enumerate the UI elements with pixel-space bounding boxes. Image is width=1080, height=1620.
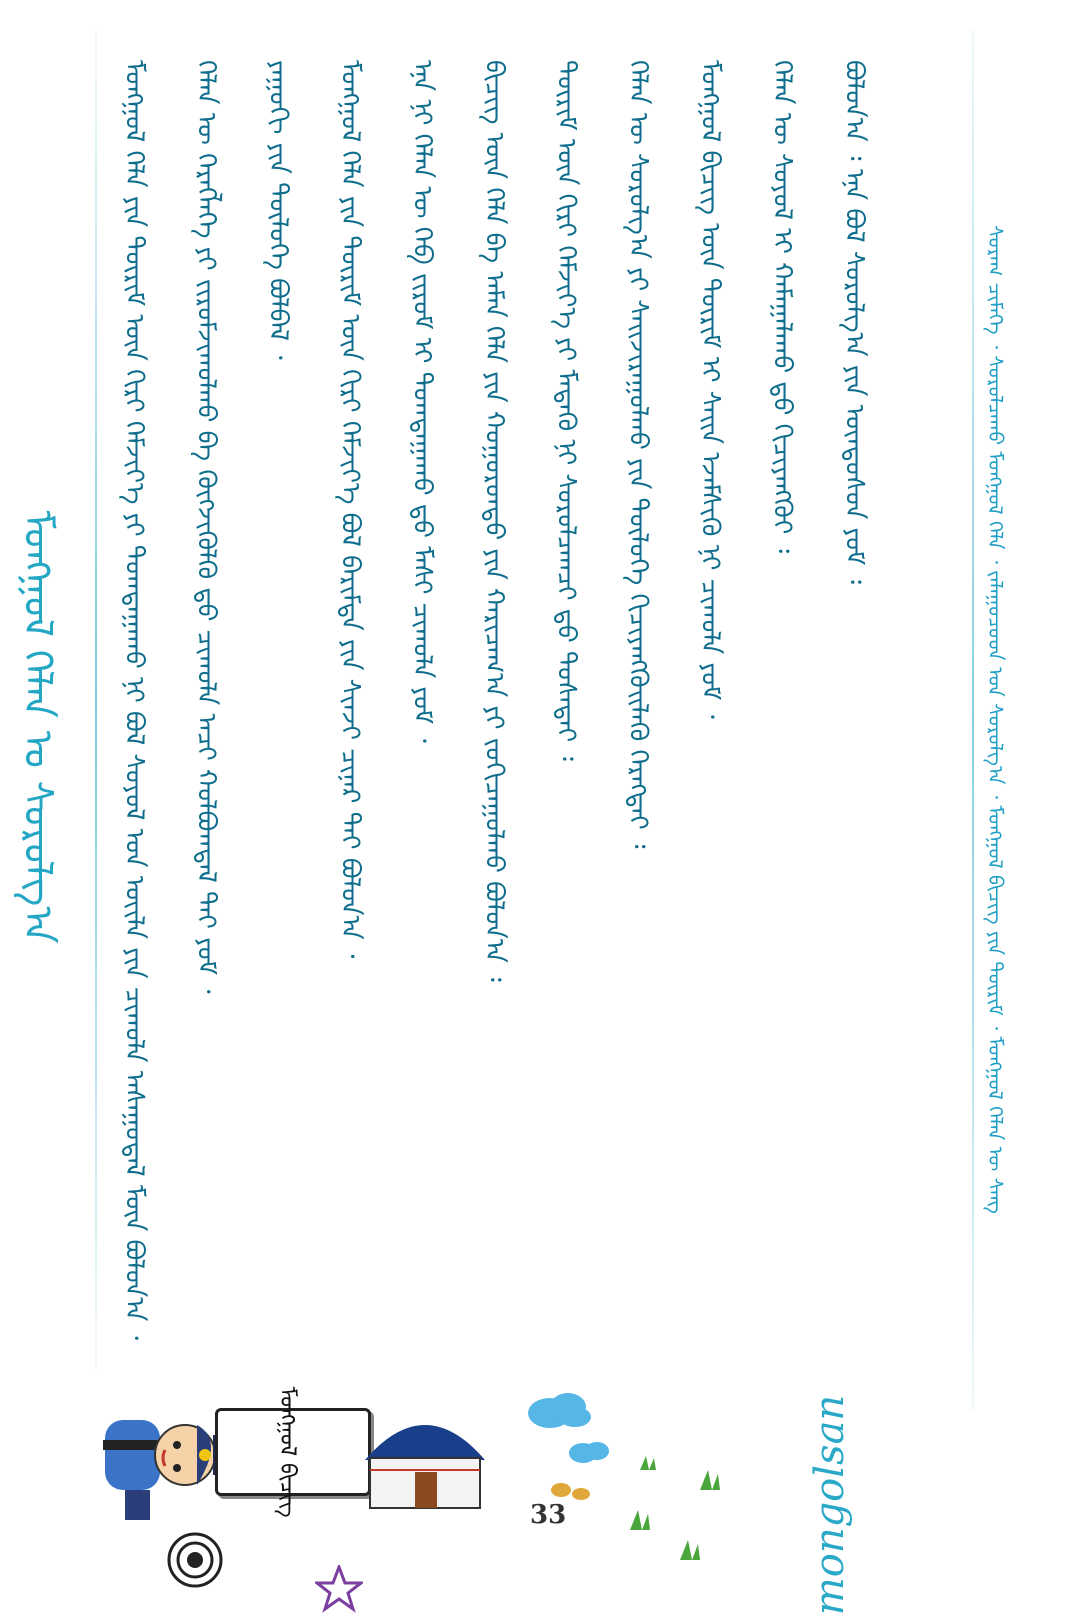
small-cloud-icon — [565, 1435, 615, 1469]
source-citation — [975, 225, 1025, 1405]
bottom-illustration — [95, 1380, 975, 1620]
text-line: ᠳᠦᠷᠢᠮ ᠦᠨ ᠬᠢᠷᠢ ᠬᠡᠮᠵᠢᠶ᠎ᠡ ᠶᠢ ᠮᠡᠳᠡᠬᠦ ᠨᠢ ᠰᠤᠷᠤᠯᠴᠠᠭᠴᠢ ᠳ᠋ᠤ ᠲᠤᠰᠠᠲᠠᠢ ᠄ — [551, 60, 581, 761]
brand-logo — [750, 1394, 910, 1616]
yurt-icon — [355, 1400, 495, 1520]
swirl-icon — [165, 1530, 225, 1590]
body-text — [110, 60, 960, 1380]
police-character-icon — [95, 1380, 235, 1530]
text-line: ᠮᠣᠩᠭᠣᠯ ᠬᠡᠯᠡ ᠶᠢᠨ ᠳᠦᠷᠢᠮ ᠦᠨ ᠬᠢᠷᠢ ᠬᠡᠮᠵᠢᠶ᠎ᠡ ᠶᠢ ᠲᠣᠭᠲᠠᠭᠠᠬᠤ ᠨᠢ ᠪᠣᠯ ᠰᠣᠶᠣᠯ ᠤᠨ ᠦᠢᠯᠡ ᠶᠢᠨ ᠴᠢᠬᠤᠯᠠ ᠠᠰᠠᠭᠤᠳᠠᠯ ᠮᠥᠨ ᠪᠣᠯᠤᠨ᠎ᠠ ᠂ — [119, 60, 149, 1341]
text-column-4 — [326, 60, 388, 1380]
source-text: ᠰᠤᠷᠠᠭ ᠴᠢᠮᠡᠭᠡ ᠂ ᠰᠤᠷᠤᠯᠴᠠᠬᠤ ᠮᠣᠩᠭᠣᠯ ᠬᠡᠯᠡ ᠂ ᠵᠠᠯᠠᠭᠤᠴᠤᠳ ᠤᠨ ᠰᠤᠷᠤᠯᠭ᠎ᠠ ᠂ ᠮᠣᠩᠭᠣᠯ ᠪᠢᠴᠢᠭ ᠶᠢᠨ ᠳᠦᠷᠢᠮ ᠂ ᠮᠣᠩᠭᠣᠯ ᠬᠡᠯᠡᠨ ᠦ ᠰᠠᠩ — [983, 225, 1008, 1214]
text-column-8 — [614, 60, 676, 1380]
text-line: ᠮᠣᠩᠭᠣᠯ ᠪᠢᠴᠢᠭ ᠦᠨ ᠳᠦᠷᠢᠮ ᠢ ᠰᠠᠢᠨ ᠡᠵᠡᠮᠰᠢᠬᠦ ᠨᠢ ᠴᠢᠬᠤᠯᠠ ᠶᠤᠮ ᠂ — [695, 60, 725, 719]
page-number: 33 — [530, 1500, 567, 1530]
grass-icon — [620, 1450, 750, 1580]
text-column-10 — [758, 60, 820, 1380]
right-frame-line — [972, 30, 974, 1410]
left-frame-line — [95, 30, 97, 1370]
text-column-11 — [830, 60, 892, 1380]
text-line: ᠬᠡᠯᠡᠨ ᠦ ᠬᠡᠷᠡᠭᠯᠡᠭᠡ ᠶᠢ ᠵᠢᠷᠤᠮᠵᠢᠬᠤᠯᠬᠤ ᠪᠠ ᠬᠥᠭᠵᠢᠭᠦᠯᠬᠦ ᠳ᠋ᠤ ᠴᠢᠬᠤᠯᠠ ᠠᠴᠢ ᠬᠣᠯᠪᠣᠭᠳᠠᠯ ᠲᠠᠢ ᠶᠤᠮ ᠂ — [191, 60, 221, 994]
text-line: ᠡᠨᠡ ᠨᠢ ᠬᠡᠯᠡᠨ ᠦ ᠬᠡᠪ ᠵᠢᠷᠤᠮ ᠢ ᠲᠣᠭᠲᠠᠭᠠᠬᠤ ᠳ᠋ᠤ ᠮᠠᠰᠢ ᠴᠢᠬᠤᠯᠠ ᠶᠤᠮ ᠂ — [407, 60, 437, 743]
star-icon — [315, 1565, 363, 1613]
running-title — [0, 492, 96, 962]
text-column-3 — [254, 60, 316, 1380]
text-column-2 — [182, 60, 244, 1380]
text-line: ᠮᠣᠩᠭᠣᠯ ᠬᠡᠯᠡ ᠶᠢᠨ ᠳᠦᠷᠢᠮ ᠦᠨ ᠬᠢᠷᠢ ᠬᠡᠮᠵᠢᠶ᠎ᠡ ᠪᠣᠯ ᠪᠠᠷᠢᠮᠲᠠ ᠶᠢᠨ ᠰᠢᠨᠵᠢ ᠴᠢᠨᠠᠷ ᠲᠠᠢ ᠪᠣᠯᠤᠨ᠎ᠠ ᠂ — [335, 60, 365, 959]
title-badge — [215, 1386, 371, 1518]
text-column-9 — [686, 60, 748, 1380]
text-line: ᠪᠢᠴᠢᠭ ᠦᠨ ᠬᠡᠯᠡ ᠪᠠ ᠠᠮᠠᠨ ᠬᠡᠯᠡ ᠶᠢᠨ ᠬᠣᠭᠣᠷᠣᠨᠳᠤ ᠶᠢᠨ ᠬᠠᠷᠢᠴᠠᠭ᠎ᠠ ᠶᠢ ᠵᠣᠬᠢᠴᠠᠭᠤᠯᠬᠤ ᠪᠣᠯᠤᠨ᠎ᠠ ᠄ — [479, 60, 509, 982]
text-column-5 — [398, 60, 460, 1380]
badge-text: ᠮᠣᠩᠭᠣᠯ ᠪᠢᠴᠢᠭ — [275, 1386, 300, 1518]
text-line: ᠪᠣᠯᠤᠨ᠎ᠠ ᠄ ᠡᠨᠡ ᠪᠣᠯ ᠰᠤᠷᠤᠯᠭ᠎ᠠ ᠶᠢᠨ ᠦᠨᠳᠦᠰᠦᠨ ᠶᠤᠮ ᠄ — [839, 60, 869, 585]
text-line: ᠬᠡᠯᠡᠨ ᠦ ᠰᠣᠶᠣᠯ ᠢ ᠬᠠᠮᠠᠭᠠᠯᠠᠬᠤ ᠳ᠋ᠤ ᠬᠢᠴᠢᠶᠡᠩᠭᠦᠢ ᠄ — [767, 60, 797, 554]
running-title-text: ᠮᠣᠩᠭᠣᠯ ᠬᠡᠯᠡᠨ ᠤ ᠰᠤᠷᠤᠯᠭ᠎ᠠ — [15, 510, 62, 944]
cloud-icon — [520, 1385, 600, 1435]
text-column-7 — [542, 60, 604, 1380]
text-column-1 — [110, 60, 172, 1380]
brand-text: mongolsan — [807, 1394, 854, 1616]
text-line: ᠬᠡᠯᠡᠨ ᠦ ᠰᠤᠷᠤᠯᠭ᠎ᠠ ᠶᠢ ᠰᠠᠢᠵᠢᠷᠠᠭᠤᠯᠬᠤ ᠶᠢᠨ ᠲᠥᠯᠦᠭᠡ ᠬᠢᠴᠢᠶᠡᠩᠭᠦᠢᠯᠡᠬᠦ ᠬᠡᠷᠡᠭᠲᠡᠢ ᠄ — [623, 60, 653, 849]
text-line: ᠶᠠᠭᠤᠬᠢ ᠶᠢᠨ ᠲᠥᠯᠦᠭᠡ ᠪᠣᠯᠪᠠᠯ ᠂ — [263, 60, 293, 360]
text-column-6 — [470, 60, 532, 1380]
